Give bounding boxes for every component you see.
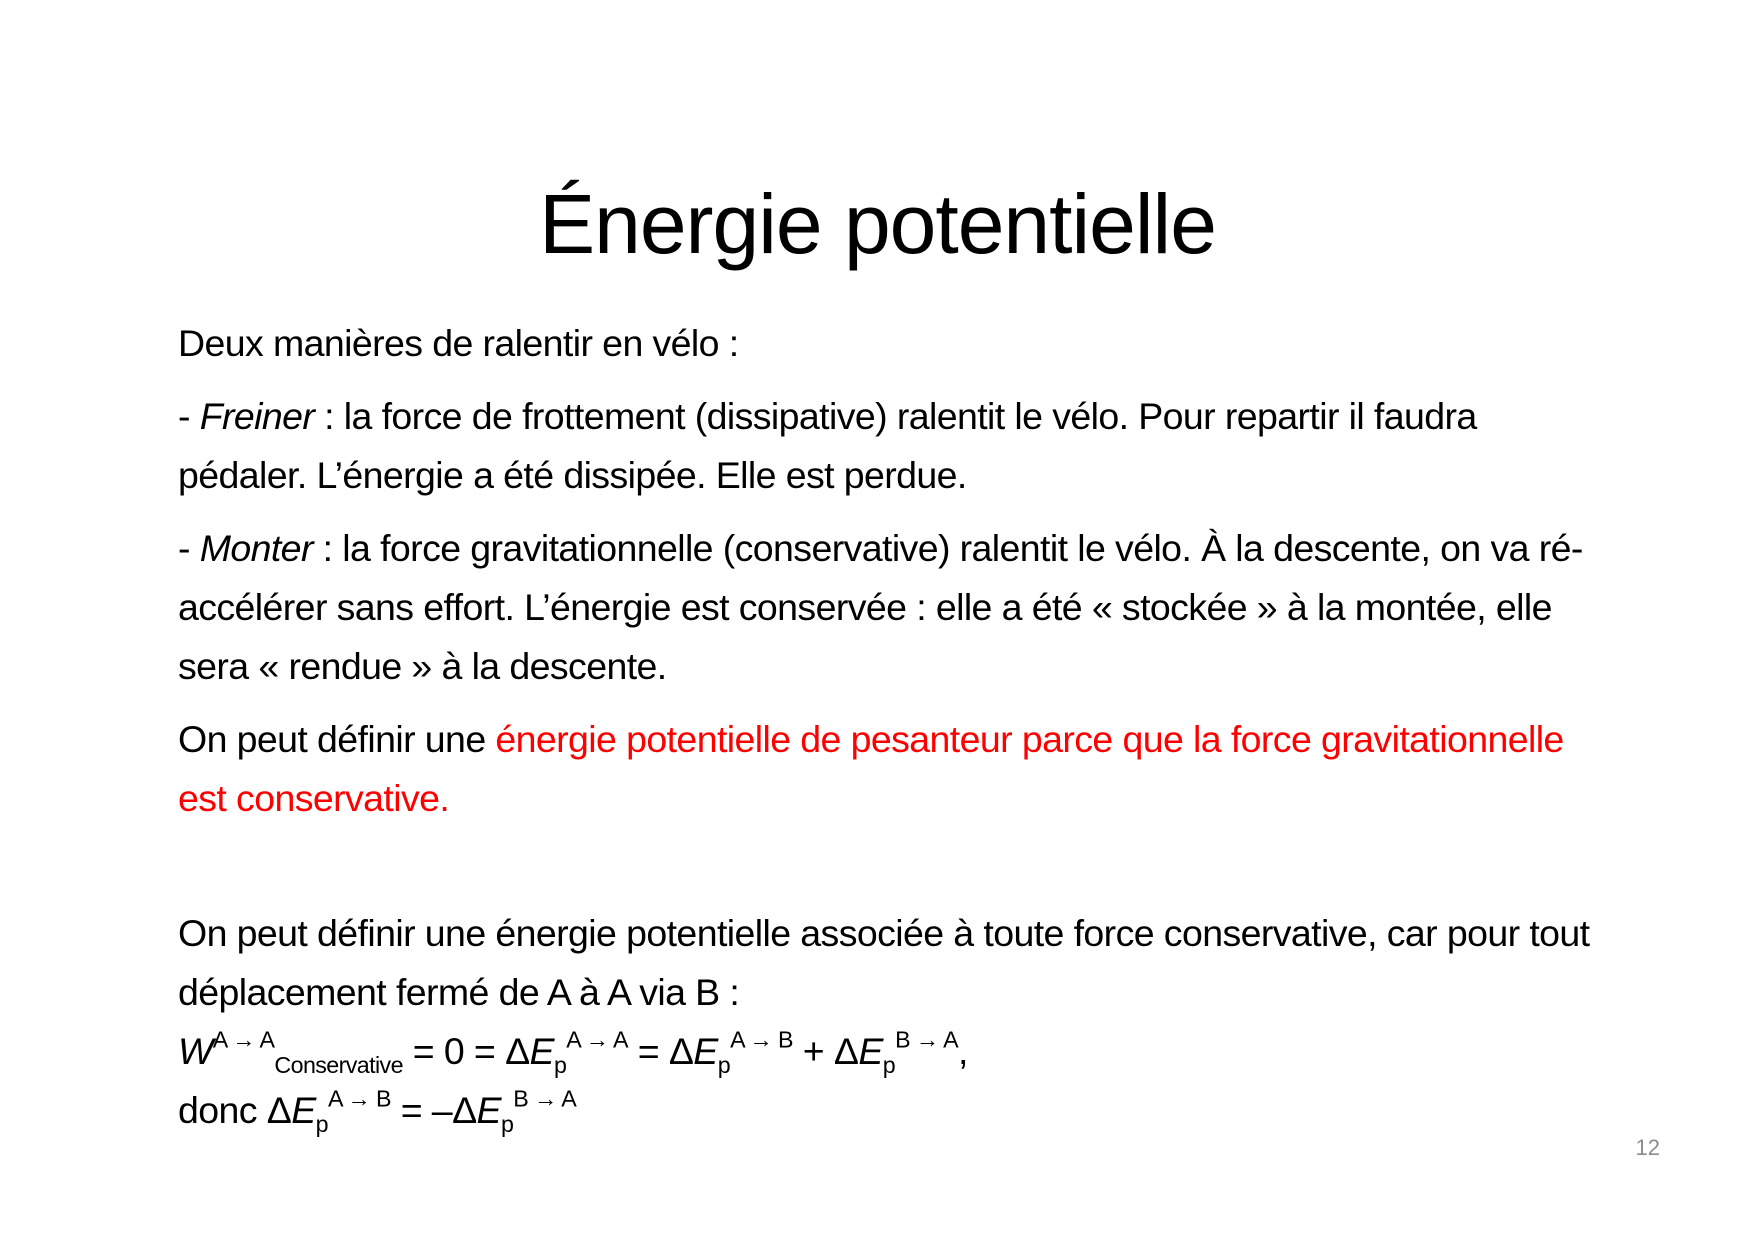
eq-p: p xyxy=(500,1110,514,1137)
intro-paragraph: Deux manières de ralentir en vélo : xyxy=(178,322,739,364)
slide-body xyxy=(178,314,1598,1140)
definition-highlight: énergie potentielle de pesanteur parce que la force gravitationnelle est conservative. xyxy=(178,718,1564,819)
bullet-dash: - xyxy=(178,527,200,569)
eq-zero: = 0 = xyxy=(402,1030,506,1072)
bullet-dash: - xyxy=(178,395,200,437)
eq-sup: A → B xyxy=(730,1026,793,1053)
definition-paragraph xyxy=(178,710,1598,828)
monter-paragraph xyxy=(178,519,1598,696)
equation-conclusion xyxy=(178,1085,577,1137)
eq-w: W xyxy=(178,1030,213,1072)
eq-e: E xyxy=(693,1030,718,1072)
monter-text: : la force gravitationnelle (conservative) ralentit le vélo. À la descente, on va ré-accélérer sans effort. L’énergie est conservée : elle a été « stockée » à la montée, elle sera « rendue » à la descente. xyxy=(178,527,1583,687)
eq-plus: + xyxy=(792,1030,834,1072)
eq-equals: = xyxy=(627,1030,669,1072)
freiner-paragraph xyxy=(178,387,1598,505)
eq-p: p xyxy=(717,1051,731,1078)
eq-e: E xyxy=(858,1030,883,1072)
monter-term: Monter xyxy=(199,527,313,569)
definition-lead: On peut définir une xyxy=(178,718,496,760)
delta-symbol: Δ xyxy=(505,1030,530,1072)
slide-title: Énergie potentielle xyxy=(539,177,1216,272)
delta-symbol: Δ xyxy=(266,1089,292,1131)
freiner-term: Freiner xyxy=(199,395,315,437)
eq-e: E xyxy=(291,1089,316,1131)
eq-p: p xyxy=(315,1110,328,1137)
eq-sup: A → A xyxy=(566,1026,628,1053)
eq-sup: B → A xyxy=(513,1085,577,1112)
freiner-text: : la force de frottement (dissipative) ralentit le vélo. Pour repartir il faudra pédaler. L’énergie a été dissipée. Elle est perdue. xyxy=(178,395,1477,496)
delta-symbol: Δ xyxy=(668,1030,694,1072)
eq-p: p xyxy=(553,1051,567,1078)
eq-equals-minus: = – xyxy=(390,1089,453,1131)
page-number: 12 xyxy=(1635,1135,1660,1160)
eq-sup: B → A xyxy=(895,1026,959,1053)
delta-symbol: Δ xyxy=(452,1089,477,1131)
general-paragraph xyxy=(178,904,1598,1140)
eq-w-sub: Conservative xyxy=(274,1051,403,1078)
eq-w-sup: A → A xyxy=(212,1026,275,1053)
eq-p: p xyxy=(882,1051,896,1078)
eq2-lead: donc xyxy=(178,1089,267,1131)
general-text: On peut définir une énergie potentielle associée à toute force conservative, car pour tout déplacement fermé de A à A via B : xyxy=(178,912,1590,1013)
eq-comma: , xyxy=(958,1030,968,1072)
eq-e: E xyxy=(529,1030,554,1072)
delta-symbol: Δ xyxy=(833,1030,859,1072)
equation-work xyxy=(178,1026,968,1078)
eq-sup: A → B xyxy=(327,1085,391,1112)
eq-e: E xyxy=(476,1089,501,1131)
